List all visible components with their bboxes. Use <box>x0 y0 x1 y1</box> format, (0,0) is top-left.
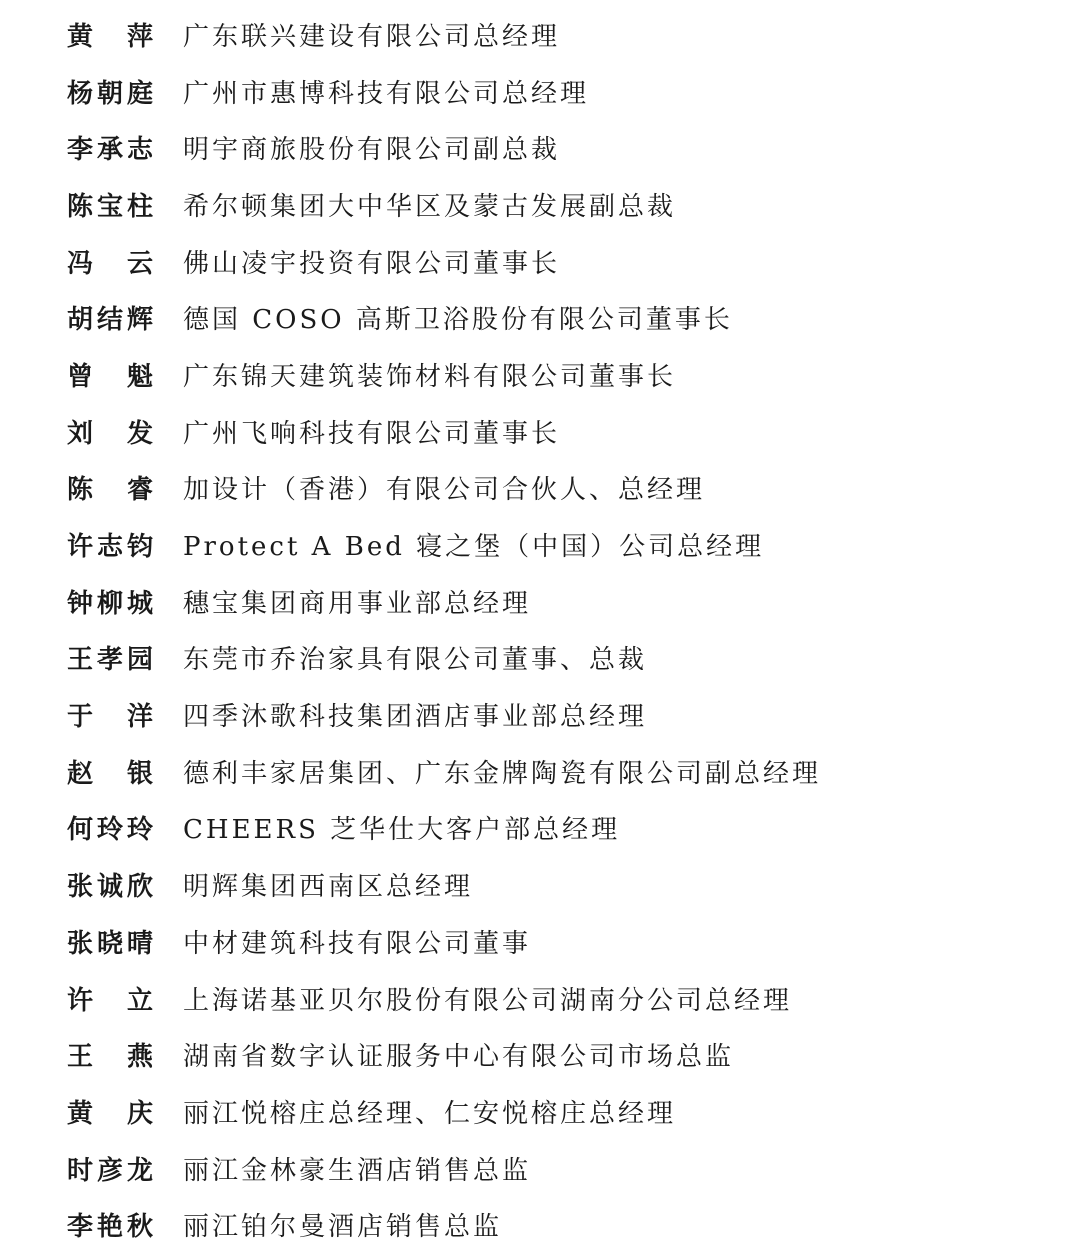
person-title: 东莞市乔治家具有限公司董事、总裁 <box>183 645 648 676</box>
person-title: 丽江悦榕庄总经理、仁安悦榕庄总经理 <box>183 1098 677 1129</box>
person-title: 希尔顿集团大中华区及蒙古发展副总裁 <box>183 191 677 222</box>
person-name: 许 立 <box>67 985 153 1016</box>
person-title: 明宇商旅股份有限公司副总裁 <box>183 135 561 166</box>
person-name: 杨朝庭 <box>67 78 153 109</box>
person-name: 王 燕 <box>67 1042 153 1073</box>
person-title: 广东锦天建筑装饰材料有限公司董事长 <box>183 361 677 392</box>
person-title: 明辉集团西南区总经理 <box>183 872 474 903</box>
person-title: 德国 COSO 高斯卫浴股份有限公司董事长 <box>183 305 733 336</box>
person-name: 赵 银 <box>67 758 153 789</box>
person-name: 李艳秋 <box>67 1212 153 1243</box>
person-title: 四季沐歌科技集团酒店事业部总经理 <box>183 702 648 733</box>
list-item <box>0 516 1080 573</box>
person-title: 中材建筑科技有限公司董事 <box>183 928 532 959</box>
list-item <box>0 1083 1080 1140</box>
person-name: 胡结辉 <box>67 305 153 336</box>
person-title: 丽江金林豪生酒店销售总监 <box>183 1155 532 1186</box>
person-name: 许志钧 <box>67 532 153 563</box>
person-name: 时彦龙 <box>67 1155 153 1186</box>
list-item <box>0 686 1080 743</box>
person-title: 穗宝集团商用事业部总经理 <box>183 588 532 619</box>
person-name: 钟柳城 <box>67 588 153 619</box>
person-title: Protect A Bed 寝之堡（中国）公司总经理 <box>183 532 765 563</box>
person-title: 广州市惠博科技有限公司总经理 <box>183 78 590 109</box>
person-name: 冯 云 <box>67 248 153 279</box>
list-item <box>0 403 1080 460</box>
list-item <box>0 913 1080 970</box>
list-item <box>0 460 1080 517</box>
person-name: 何玲玲 <box>67 815 153 846</box>
person-name: 张诚欣 <box>67 872 153 903</box>
list-item <box>0 743 1080 800</box>
list-item <box>0 119 1080 176</box>
person-title: 广东联兴建设有限公司总经理 <box>183 21 561 52</box>
person-name: 黄 萍 <box>67 21 153 52</box>
person-name: 于 洋 <box>67 702 153 733</box>
list-item <box>0 346 1080 403</box>
person-title: CHEERS 芝华仕大客户部总经理 <box>183 815 621 846</box>
person-title: 德利丰家居集团、广东金牌陶瓷有限公司副总经理 <box>183 758 822 789</box>
person-name: 张晓晴 <box>67 928 153 959</box>
person-name: 黄 庆 <box>67 1098 153 1129</box>
list-item <box>0 1026 1080 1083</box>
person-name: 李承志 <box>67 135 153 166</box>
list-item <box>0 63 1080 120</box>
list-item <box>0 289 1080 346</box>
list-item <box>0 1196 1080 1253</box>
person-name: 陈宝柱 <box>67 191 153 222</box>
person-title: 广州飞响科技有限公司董事长 <box>183 418 561 449</box>
list-item <box>0 800 1080 857</box>
person-name: 王孝园 <box>67 645 153 676</box>
person-name: 曾 魁 <box>67 361 153 392</box>
person-title: 湖南省数字认证服务中心有限公司市场总监 <box>183 1042 735 1073</box>
list-item <box>0 6 1080 63</box>
person-title: 佛山凌宇投资有限公司董事长 <box>183 248 561 279</box>
list-item <box>0 233 1080 290</box>
person-name: 陈 睿 <box>67 475 153 506</box>
list-item <box>0 630 1080 687</box>
list-item <box>0 1140 1080 1197</box>
list-item <box>0 573 1080 630</box>
person-name: 刘 发 <box>67 418 153 449</box>
list-item <box>0 856 1080 913</box>
person-title: 上海诺基亚贝尔股份有限公司湖南分公司总经理 <box>183 985 793 1016</box>
person-title: 丽江铂尔曼酒店销售总监 <box>183 1212 503 1243</box>
list-item <box>0 176 1080 233</box>
person-title: 加设计（香港）有限公司合伙人、总经理 <box>183 475 706 506</box>
list-item <box>0 970 1080 1027</box>
roster-list <box>0 6 1080 1253</box>
